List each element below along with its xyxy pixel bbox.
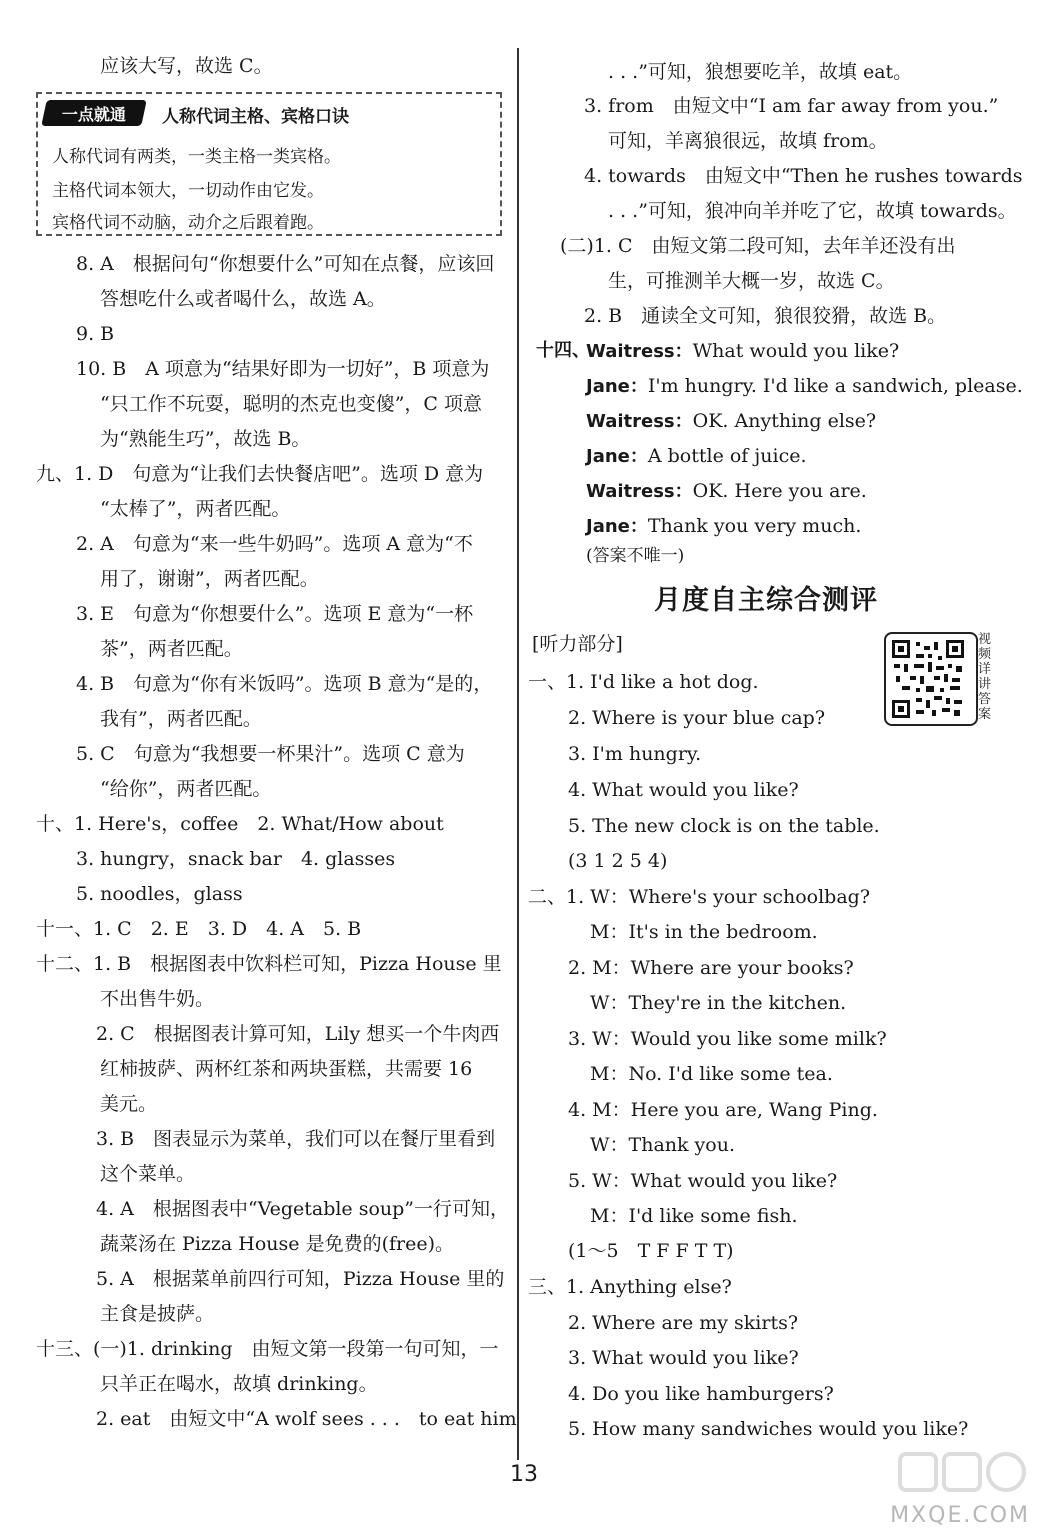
text-line: 2. C 根据图表计算可知，Lily 想买一个牛肉西 xyxy=(96,1023,500,1045)
dialogue-line: Jane：I'm hungry. I'd like a sandwich, please. xyxy=(586,375,1023,397)
qr-label: 视频详讲答案 xyxy=(978,632,992,722)
qr-code-pattern xyxy=(892,640,964,718)
page-number: 13 xyxy=(510,1462,538,1487)
text-line: “只工作不玩耍，聪明的杰克也变傻”，C 项意 xyxy=(100,393,483,415)
text-line: 4. A 根据图表中“Vegetable soup”一行可知， xyxy=(96,1198,510,1220)
text-line: 十、1. Here's，coffee 2. What/How about xyxy=(36,813,444,835)
text-line: (二)1. C 由短文第二段可知，去年羊还没有出 xyxy=(560,235,956,257)
text-line: 2. A 句意为“来一些牛奶吗”。选项 A 意为“不 xyxy=(76,533,473,555)
tip-line: 宾格代词不动脑，动介之后跟着跑。 xyxy=(52,213,324,233)
text-line: 应该大写，故选 C。 xyxy=(100,55,273,77)
text-line: 这个菜单。 xyxy=(100,1163,196,1185)
text-line: 茶”，两者匹配。 xyxy=(100,638,243,660)
text-line: 2. B 通读全文可知，狼很狡猾，故选 B。 xyxy=(584,305,947,327)
text-line: 蔬菜汤在 Pizza House 是免费的(free)。 xyxy=(100,1233,454,1255)
listening-line: 5. The new clock is on the table. xyxy=(568,815,880,837)
text-line: 8. A 根据问句“你想要什么”可知在点餐，应该回 xyxy=(76,253,495,275)
section-title: 月度自主综合测评 xyxy=(654,585,878,616)
listening-line: (1～5 T F F T T) xyxy=(568,1240,734,1262)
listening-line: (3 1 2 5 4) xyxy=(568,850,668,872)
tip-box xyxy=(36,92,502,236)
qr-code-icon[interactable] xyxy=(884,632,978,726)
text-line: 答想吃什么或者喝什么，故选 A。 xyxy=(100,288,386,310)
listening-line: 5. W：What would you like? xyxy=(568,1170,838,1192)
dialogue-line: Waitress：OK. Here you are. xyxy=(586,480,867,502)
text-line: 九、1. D 句意为“让我们去快餐店吧”。选项 D 意为 xyxy=(36,463,484,485)
text-line: 我有”，两者匹配。 xyxy=(100,708,262,730)
text-line: 2. eat 由短文中“A wolf sees . . . to eat him xyxy=(96,1408,517,1430)
question-label: 十四、 xyxy=(536,340,590,361)
text-line: . . .”可知，狼冲向羊并吃了它，故填 towards。 xyxy=(608,200,1017,222)
listening-line: W：Thank you. xyxy=(590,1134,736,1156)
listening-line: W：They're in the kitchen. xyxy=(590,992,847,1014)
text-line: 美元。 xyxy=(100,1093,158,1115)
listening-line: M：I'd like some fish. xyxy=(590,1205,798,1227)
text-line: 为“熟能生巧”，故选 B。 xyxy=(100,428,311,450)
listening-line: 一、1. I'd like a hot dog. xyxy=(528,671,759,693)
listening-line: 2. Where are my skirts? xyxy=(568,1312,799,1334)
dialogue-line: Waitress：What would you like? xyxy=(586,340,900,362)
listening-line: 二、1. W：Where's your schoolbag? xyxy=(528,886,871,908)
text-line: 10. B A 项意为“结果好即为一切好”，B 项意为 xyxy=(76,358,490,380)
text-line: . . .”可知，狼想要吃羊，故填 eat。 xyxy=(608,61,913,83)
listening-line: 3. W：Would you like some milk? xyxy=(568,1028,887,1050)
text-line: 红柿披萨、两杯红茶和两块蛋糕，共需要 16 xyxy=(100,1058,473,1080)
text-line: 主食是披萨。 xyxy=(100,1303,215,1325)
tip-title: 人称代词主格、宾格口诀 xyxy=(162,107,349,127)
tip-line: 人称代词有两类，一类主格一类宾格。 xyxy=(52,147,341,167)
tip-badge: 一点就通 xyxy=(41,100,147,126)
text-line: 4. B 句意为“你有米饭吗”。选项 B 意为“是的， xyxy=(76,673,493,695)
listening-label: [听力部分] xyxy=(532,633,623,655)
text-line: 十二、1. B 根据图表中饮料栏可知，Pizza House 里 xyxy=(36,953,502,975)
text-line: 5. noodles，glass xyxy=(76,883,243,905)
text-line: 5. A 根据菜单前四行可知，Pizza House 里的 xyxy=(96,1268,505,1290)
text-line: 3. from 由短文中“I am far away from you.” xyxy=(584,95,999,117)
text-line: 3. B 图表显示为菜单，我们可以在餐厅里看到 xyxy=(96,1128,496,1150)
listening-line: 3. What would you like? xyxy=(568,1347,799,1369)
listening-line: 2. M：Where are your books? xyxy=(568,957,854,979)
text-line: 3. E 句意为“你想要什么”。选项 E 意为“一杯 xyxy=(76,603,474,625)
dialogue-line: Jane：A bottle of juice. xyxy=(586,445,807,467)
text-line: 不出售牛奶。 xyxy=(100,988,215,1010)
dialogue-line: Waitress：OK. Anything else? xyxy=(586,410,877,432)
text-line: 5. C 句意为“我想要一杯果汁”。选项 C 意为 xyxy=(76,743,465,765)
listening-line: 4. Do you like hamburgers? xyxy=(568,1383,834,1405)
listening-line: M：It's in the bedroom. xyxy=(590,921,818,943)
watermark-text: MXQE.COM xyxy=(890,1503,1030,1528)
column-divider xyxy=(517,48,519,1460)
text-line: 生，可推测羊大概一岁，故选 C。 xyxy=(608,270,895,292)
text-line: 十一、1. C 2. E 3. D 4. A 5. B xyxy=(36,918,362,940)
answer-note: (答案不唯一) xyxy=(586,546,685,566)
listening-line: 5. How many sandwiches would you like? xyxy=(568,1418,969,1440)
text-line: 用了，谢谢”，两者匹配。 xyxy=(100,568,319,590)
text-line: 只羊正在喝水，故填 drinking。 xyxy=(100,1373,378,1395)
text-line: 4. towards 由短文中“Then he rushes towards xyxy=(584,165,1023,187)
listening-line: 4. M：Here you are, Wang Ping. xyxy=(568,1099,878,1121)
text-line: 9. B xyxy=(76,323,115,345)
listening-line: 2. Where is your blue cap? xyxy=(568,707,826,729)
tip-line: 主格代词本领大，一切动作由它发。 xyxy=(52,181,324,201)
listening-line: M：No. I'd like some tea. xyxy=(590,1063,833,1085)
listening-line: 4. What would you like? xyxy=(568,779,799,801)
text-line: 3. hungry，snack bar 4. glasses xyxy=(76,848,396,870)
listening-line: 3. I'm hungry. xyxy=(568,743,702,765)
dialogue-line: Jane：Thank you very much. xyxy=(586,515,862,537)
text-line: “太棒了”，两者匹配。 xyxy=(100,498,291,520)
text-line: 可知，羊离狼很远，故填 from。 xyxy=(608,130,888,152)
text-line: “给你”，两者匹配。 xyxy=(100,778,272,800)
listening-line: 三、1. Anything else? xyxy=(528,1276,732,1298)
text-line: 十三、(一)1. drinking 由短文第一段第一句可知，一 xyxy=(36,1338,499,1360)
